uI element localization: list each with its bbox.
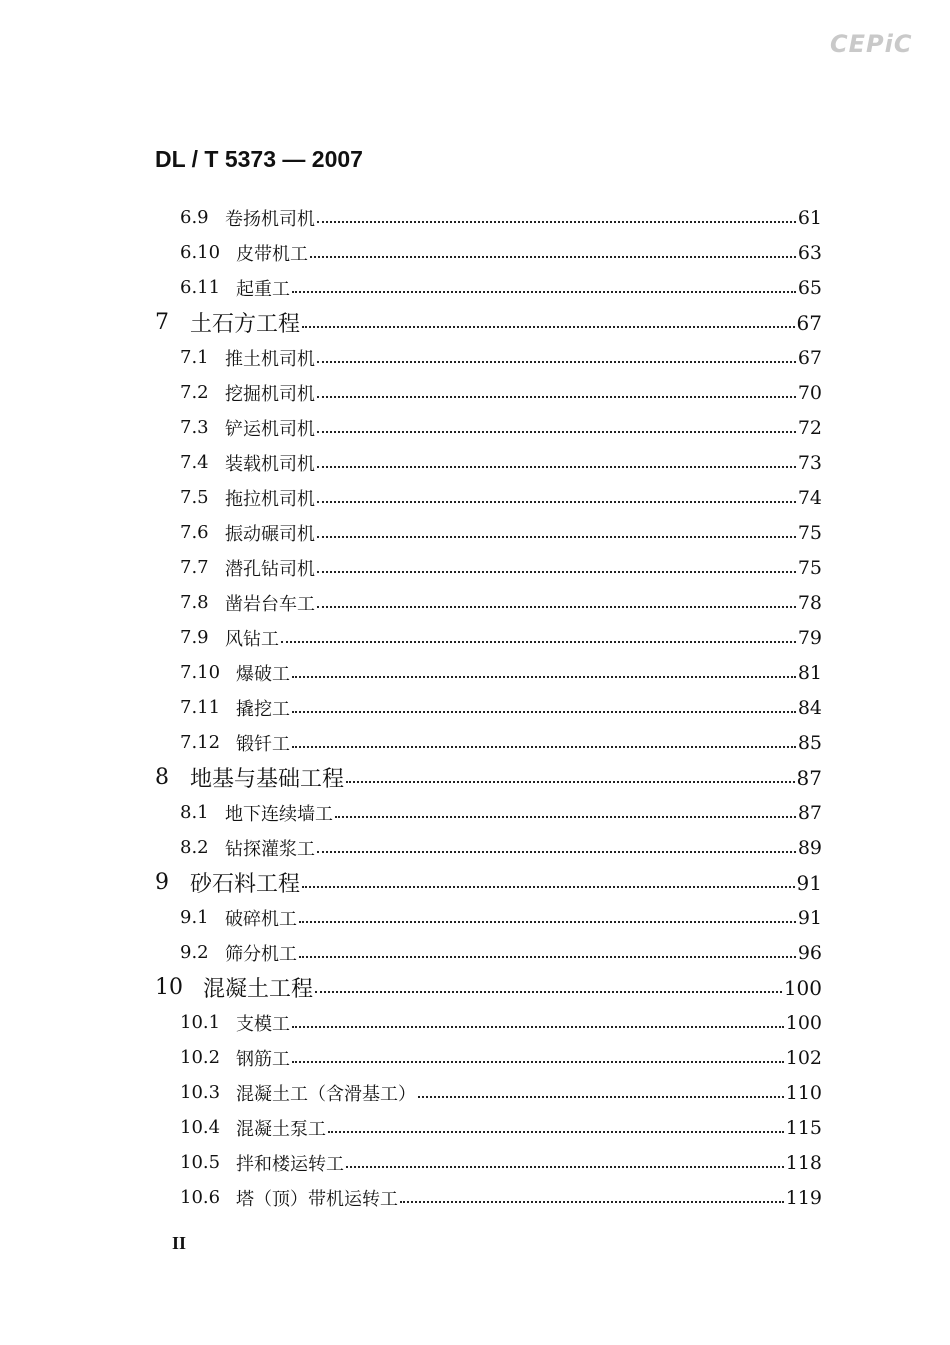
toc-entry-page: 75 xyxy=(797,521,822,544)
toc-entry[interactable] xyxy=(180,900,822,935)
toc-entry-number: 8.2 xyxy=(180,837,209,858)
toc-entry[interactable] xyxy=(180,270,822,305)
toc-entry-page: 115 xyxy=(785,1116,822,1139)
toc-entry[interactable] xyxy=(180,1145,822,1180)
toc-entry-page: 118 xyxy=(785,1151,822,1174)
toc-entry-number: 9 xyxy=(155,870,169,895)
toc-dot-leader xyxy=(317,481,796,503)
toc-entry-number: 6.9 xyxy=(180,207,209,228)
toc-entry-number: 6.11 xyxy=(180,277,221,298)
toc-dot-leader xyxy=(281,621,796,643)
toc-entry[interactable] xyxy=(180,480,822,515)
toc-dot-leader xyxy=(310,236,796,258)
toc-entry-title: 卷扬机司机 xyxy=(225,208,315,230)
toc-entry-page: 79 xyxy=(797,626,822,649)
toc-entry[interactable] xyxy=(180,1180,822,1215)
toc-dot-leader xyxy=(317,831,796,853)
toc-entry[interactable] xyxy=(180,1040,822,1075)
toc-entry[interactable] xyxy=(180,690,822,725)
toc-entry-title: 砂石料工程 xyxy=(190,872,301,897)
toc-entry-number: 7.12 xyxy=(180,732,221,753)
toc-entry-page: 110 xyxy=(785,1081,822,1104)
toc-dot-leader xyxy=(317,376,796,398)
toc-entry-page: 70 xyxy=(797,381,822,404)
toc-entry-number: 7.10 xyxy=(180,662,221,683)
toc-entry-title: 铲运机司机 xyxy=(225,418,315,440)
toc-entry-page: 102 xyxy=(785,1046,822,1069)
toc-entry-title: 破碎机工 xyxy=(225,908,297,930)
toc-entry-number: 7.4 xyxy=(180,452,209,473)
toc-entry-title: 混凝土工程 xyxy=(203,977,314,1002)
toc-entry-number: 9.2 xyxy=(180,942,209,963)
toc-dot-leader xyxy=(317,446,796,468)
toc-entry[interactable] xyxy=(180,375,822,410)
toc-entry-page: 119 xyxy=(785,1186,822,1209)
toc-dot-leader xyxy=(317,201,796,223)
toc-entry-number: 10.5 xyxy=(180,1152,221,1173)
toc-entry-title: 皮带机工 xyxy=(236,243,308,265)
toc-entry[interactable] xyxy=(180,515,822,550)
toc-dot-leader xyxy=(292,691,796,713)
toc-entry-number: 10.4 xyxy=(180,1117,221,1138)
toc-entry-title: 筛分机工 xyxy=(225,943,297,965)
toc-entry-title: 塔（顶）带机运转工 xyxy=(236,1188,398,1210)
toc-dot-leader xyxy=(299,901,796,923)
toc-entry[interactable] xyxy=(180,200,822,235)
toc-entry-title: 撬挖工 xyxy=(236,698,290,720)
toc-entry-page: 85 xyxy=(797,731,822,754)
toc-entry[interactable] xyxy=(180,1005,822,1040)
toc-dot-leader xyxy=(328,1111,784,1133)
toc-entry-number: 8 xyxy=(155,765,169,790)
toc-entry-title: 土石方工程 xyxy=(190,312,301,337)
toc-dot-leader xyxy=(292,656,796,678)
toc-dot-leader xyxy=(317,411,796,433)
toc-entry-title: 钢筋工 xyxy=(236,1048,290,1070)
toc-entry-page: 72 xyxy=(797,416,822,439)
document-code: DL / T 5373 — 2007 xyxy=(155,146,363,172)
toc-entry-title: 支模工 xyxy=(236,1013,290,1035)
toc-entry-title: 拌和楼运转工 xyxy=(236,1153,344,1175)
toc-entry-page: 96 xyxy=(797,941,822,964)
toc-entry-number: 8.1 xyxy=(180,802,209,823)
toc-entry-number: 10.1 xyxy=(180,1012,221,1033)
toc-entry-page: 84 xyxy=(797,696,822,719)
toc-entry[interactable] xyxy=(180,550,822,585)
toc-dot-leader xyxy=(400,1181,784,1203)
toc-entry-page: 91 xyxy=(797,906,822,929)
toc-entry-title: 挖掘机司机 xyxy=(225,383,315,405)
toc-entry-page: 61 xyxy=(797,206,822,229)
toc-entry-title: 凿岩台车工 xyxy=(225,593,315,615)
toc-entry-number: 7.9 xyxy=(180,627,209,648)
watermark-logo: CEPiC xyxy=(830,30,913,58)
toc-dot-leader xyxy=(335,796,796,818)
toc-entry-number: 10.2 xyxy=(180,1047,221,1068)
toc-entry[interactable] xyxy=(155,865,822,900)
toc-entry-title: 拖拉机司机 xyxy=(225,488,315,510)
toc-entry-number: 6.10 xyxy=(180,242,221,263)
toc-dot-leader xyxy=(317,341,796,363)
toc-entry-page: 73 xyxy=(797,451,822,474)
toc-entry-page: 81 xyxy=(797,661,822,684)
toc-entry[interactable] xyxy=(180,725,822,760)
toc-entry-title: 锻钎工 xyxy=(236,733,290,755)
toc-entry-number: 7.3 xyxy=(180,417,209,438)
toc-entry-title: 推土机司机 xyxy=(225,348,315,370)
toc-entry-number: 9.1 xyxy=(180,907,209,928)
toc-entry-page: 89 xyxy=(797,836,822,859)
toc-entry-number: 7.11 xyxy=(180,697,221,718)
toc-dot-leader xyxy=(292,271,796,293)
toc-entry-number: 7.7 xyxy=(180,557,209,578)
toc-entry-page: 91 xyxy=(796,870,822,895)
toc-dot-leader xyxy=(292,1006,784,1028)
toc-entry[interactable] xyxy=(180,1075,822,1110)
toc-dot-leader xyxy=(292,726,796,748)
toc-dot-leader xyxy=(346,1146,784,1168)
toc-entry[interactable] xyxy=(180,1110,822,1145)
toc-entry-number: 7 xyxy=(155,310,169,335)
toc-entry-page: 67 xyxy=(796,310,822,335)
page-number: II xyxy=(172,1233,187,1253)
toc-entry-page: 75 xyxy=(797,556,822,579)
toc-entry-title: 风钻工 xyxy=(225,628,279,650)
toc-dot-leader xyxy=(299,936,796,958)
toc-entry-title: 装载机司机 xyxy=(225,453,315,475)
toc-dot-leader xyxy=(317,551,796,573)
toc-dot-leader xyxy=(292,1041,784,1063)
toc-entry[interactable] xyxy=(155,970,822,1005)
toc-entry-title: 混凝土泵工 xyxy=(236,1118,326,1140)
toc-entry[interactable] xyxy=(180,620,822,655)
toc-dot-leader xyxy=(317,516,796,538)
toc-entry[interactable] xyxy=(155,760,822,795)
toc-entry[interactable] xyxy=(180,235,822,270)
toc-entry-title: 起重工 xyxy=(236,278,290,300)
toc-entry-number: 7.1 xyxy=(180,347,209,368)
toc-entry-number: 7.2 xyxy=(180,382,209,403)
toc-entry-page: 78 xyxy=(797,591,822,614)
toc-dot-leader xyxy=(315,971,782,993)
toc-entry-title: 钻探灌浆工 xyxy=(225,838,315,860)
toc-entry-number: 7.6 xyxy=(180,522,209,543)
toc-entry-number: 10 xyxy=(155,975,183,1000)
toc-entry-number: 10.6 xyxy=(180,1187,221,1208)
toc-entry-page: 74 xyxy=(797,486,822,509)
toc-entry-page: 65 xyxy=(797,276,822,299)
toc-dot-leader xyxy=(346,761,795,783)
toc-entry-page: 63 xyxy=(797,241,822,264)
toc-entry-title: 爆破工 xyxy=(236,663,290,685)
toc-dot-leader xyxy=(302,306,795,328)
toc-entry-page: 100 xyxy=(785,1011,822,1034)
toc-entry-title: 混凝土工（含滑基工） xyxy=(236,1083,416,1105)
toc-dot-leader xyxy=(317,586,796,608)
toc-entry[interactable] xyxy=(180,340,822,375)
toc-entry[interactable] xyxy=(180,655,822,690)
toc-entry-page: 100 xyxy=(783,975,822,1000)
toc-entry[interactable] xyxy=(180,445,822,480)
toc-entry-page: 87 xyxy=(796,765,822,790)
toc-dot-leader xyxy=(418,1076,784,1098)
toc-entry-title: 地下连续墙工 xyxy=(225,803,333,825)
toc-entry-title: 潜孔钻司机 xyxy=(225,558,315,580)
toc-entry-page: 67 xyxy=(797,346,822,369)
toc-entry-page: 87 xyxy=(797,801,822,824)
toc-entry[interactable] xyxy=(180,795,822,830)
toc-entry-number: 10.3 xyxy=(180,1082,221,1103)
toc-entry-title: 振动碾司机 xyxy=(225,523,315,545)
toc-entry[interactable] xyxy=(180,830,822,865)
toc-entry-number: 7.5 xyxy=(180,487,209,508)
toc-entry[interactable] xyxy=(180,585,822,620)
toc-entry[interactable] xyxy=(180,410,822,445)
toc-entry-title: 地基与基础工程 xyxy=(190,767,345,792)
toc-dot-leader xyxy=(302,866,795,888)
toc-entry[interactable] xyxy=(180,935,822,970)
toc-entry[interactable] xyxy=(155,305,822,340)
toc-entry-number: 7.8 xyxy=(180,592,209,613)
